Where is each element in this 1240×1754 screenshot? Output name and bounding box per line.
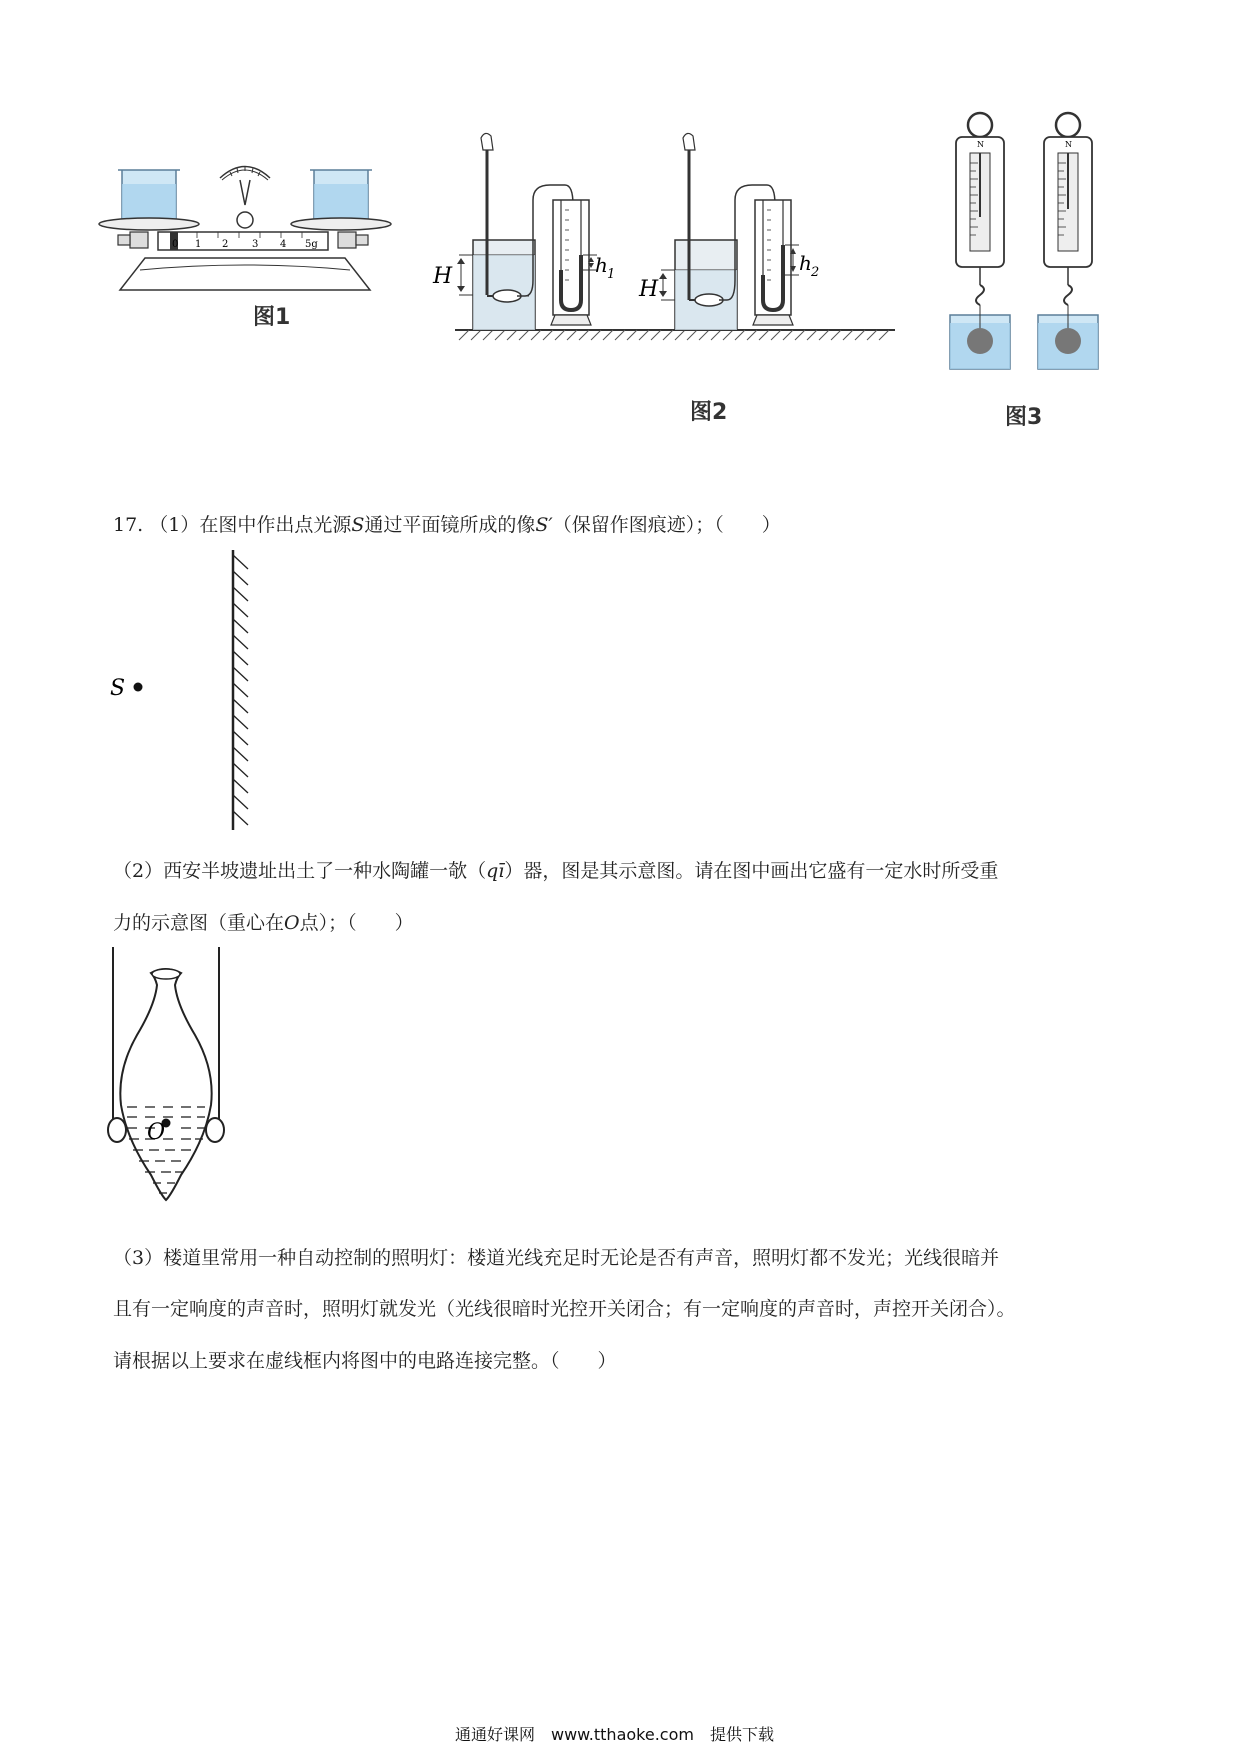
- figure-3-caption: 图3: [1005, 405, 1043, 430]
- label-h1: h: [595, 253, 608, 277]
- q17-part2-line1-prefix: （2）西安半坡遗址出土了一种水陶罐一欹（: [113, 860, 487, 882]
- light-source-label: S: [110, 676, 126, 701]
- label-h1-subscript: 1: [607, 267, 616, 282]
- light-source-point: [134, 683, 143, 692]
- figure-2-pressure: [433, 130, 905, 345]
- label-h2: h: [799, 251, 812, 275]
- dial-letter-1: N: [977, 140, 984, 149]
- footer-text: 通通好课网 www.tthaoke.com 提供下载: [455, 1725, 774, 1744]
- scale-label-3: 3: [252, 239, 259, 250]
- spring-scale-1: [950, 113, 1010, 369]
- figure-1-caption: 图1: [253, 305, 291, 330]
- spring-scale-2: [1038, 113, 1098, 369]
- q17-part3-line2: 且有一定响度的声音时，照明灯就发光（光线很暗时光控开关闭合；有一定响度的声音时，声控开关闭合）。: [113, 1298, 1016, 1320]
- q17-part1-text: [113, 512, 781, 538]
- q17-part2-line2: [113, 910, 414, 936]
- q17-var-O: O: [284, 912, 300, 934]
- figure-1-balance: [100, 150, 440, 300]
- scale-label-2: 2: [222, 239, 229, 250]
- scale-label-5: 5g: [305, 239, 318, 250]
- right-beaker: [310, 170, 372, 222]
- setup-1: [457, 133, 597, 330]
- q17-var-S-prime: S′: [535, 514, 553, 536]
- q17-part1-prefix: （1）在图中作出点光源: [149, 514, 352, 536]
- setup-2: [659, 133, 799, 330]
- q17-part3-line3: 请根据以上要求在虚线框内将图中的电路连接完整。（ ）: [113, 1350, 617, 1372]
- center-of-gravity-label: O: [147, 1120, 166, 1145]
- q17-part2-line1-suffix: ）器，图是其示意图。请在图中画出它盛有一定水时所受重: [504, 860, 999, 882]
- scale-label-1: 1: [195, 239, 202, 250]
- label-H-setup-1: H: [433, 264, 453, 289]
- q17-part1-mid: 通过平面镜所成的像: [364, 514, 536, 536]
- q17-part1-suffix: （保留作图痕迹）；（ ）: [552, 514, 781, 536]
- q17-part2-line1: [113, 858, 998, 884]
- scale-label-0: 0: [172, 239, 179, 250]
- dial-letter-2: N: [1065, 140, 1072, 149]
- figure-2-caption: 图2: [690, 400, 728, 425]
- scale-label-4: 4: [280, 239, 287, 250]
- mirror-diagram: [100, 545, 260, 835]
- q17-part2-line2-prefix: 力的示意图（重心在: [113, 912, 285, 934]
- q17-part3-line1: （3）楼道里常用一种自动控制的照明灯：楼道光线充足时无论是否有声音，照明灯都不发光；光线很暗并: [113, 1247, 1000, 1269]
- left-beaker: [118, 170, 180, 222]
- label-H-setup-2: H: [639, 277, 659, 302]
- figure-3-spring-scales: [940, 105, 1120, 395]
- q17-var-S: S: [351, 514, 365, 536]
- label-h2-subscript: 2: [811, 265, 820, 280]
- q17-number: 17.: [113, 514, 144, 536]
- q17-part2-line2-suffix: 点）；（ ）: [299, 912, 414, 934]
- mirror-hatching: [233, 555, 248, 825]
- qi-vessel-diagram: [105, 945, 235, 1225]
- q17-pinyin: qī: [486, 860, 505, 882]
